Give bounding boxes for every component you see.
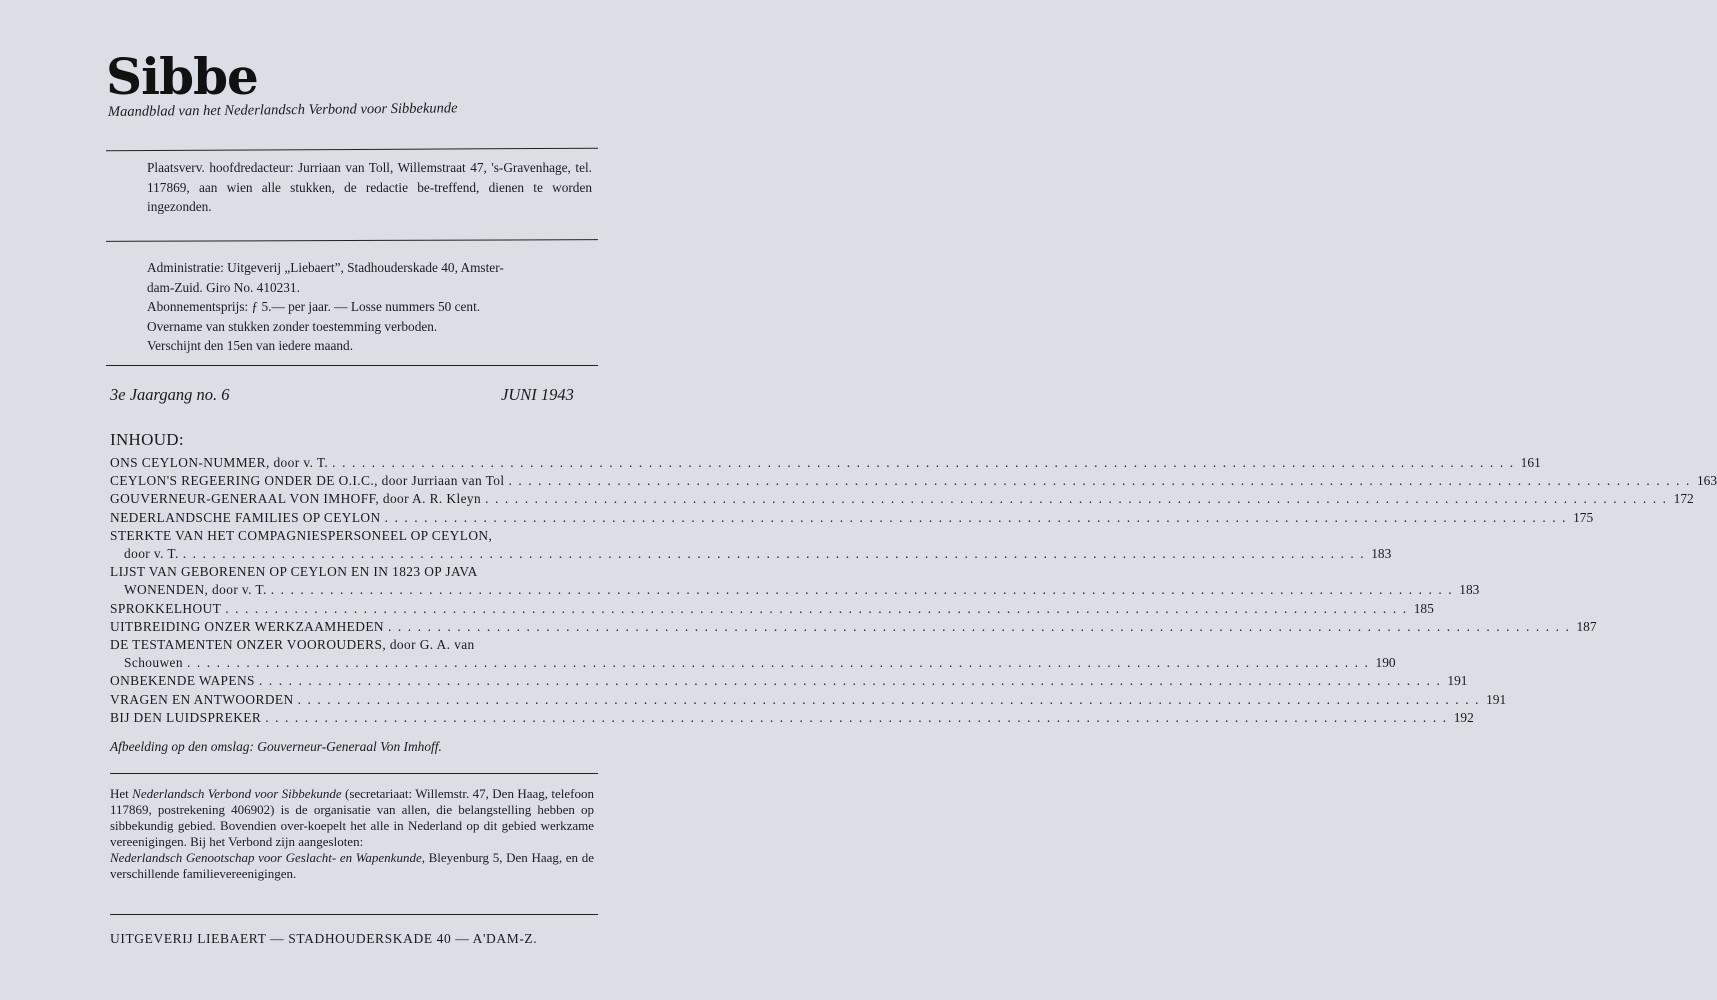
toc-entry-page: 163 <box>1696 473 1717 489</box>
toc-entry-page: 190 <box>1375 655 1396 671</box>
toc-entry-title: NEDERLANDSCHE FAMILIES OP CEYLON <box>110 509 381 525</box>
verbond-text: (secretariaat: Willemstr. 47, Den Haag, telefoon 117869, postrekening 406902) is de organisatie van allen, die belangstelling hebben op sibbekundig gebied. Bovendien over-koepelt het alle in Nederland op dit gebied werkzame vereenigingen. Bij het Verbond zijn aangesloten: <box>110 786 594 849</box>
toc-dot-leader: . . . . . . . . . . . . . . . . . . . . . . . . . . . . . . . . . . . . . . . . . . . . . . . . . . . . . . . . . . . . . . . . . . . . . . . . . . . . . . . . . . . . . . . . . . . . . . . . . . . . . . . . . . . . . . . . . . . . . . . . <box>508 473 1691 489</box>
divider <box>106 148 598 152</box>
toc-dot-leader: . . . . . . . . . . . . . . . . . . . . . . . . . . . . . . . . . . . . . . . . . . . . . . . . . . . . . . . . . . . . . . . . . . . . . . . . . . . . . . . . . . . . . . . . . . . . . . . . . . . . . . . . . . . . . . . . . . . . . . . . <box>332 455 1515 470</box>
toc-dot-leader: . . . . . . . . . . . . . . . . . . . . . . . . . . . . . . . . . . . . . . . . . . . . . . . . . . . . . . . . . . . . . . . . . . . . . . . . . . . . . . . . . . . . . . . . . . . . . . . . . . . . . . . . . . . . . . . . . . . . . . . . <box>297 691 1481 707</box>
genootschap-name: Nederlandsch Genootschap voor Geslacht- en Wapenkunde <box>110 850 422 865</box>
divider <box>110 773 598 774</box>
toc-entry-continuation: door v. T. <box>124 546 179 562</box>
admin-line: Administratie: Uitgeverij „Liebaert”, Stadhouderskade 40, Amster- <box>147 260 504 275</box>
toc-entry-page: 185 <box>1413 600 1434 616</box>
divider <box>106 365 598 366</box>
toc-entry <box>110 709 1474 727</box>
masthead-subtitle: Maandblad van het Nederlandsch Verbond voor Sibbekunde <box>107 100 458 120</box>
toc-entry <box>110 672 1468 690</box>
admin-line: Overname van stukken zonder toestemming verboden. <box>147 318 438 334</box>
toc-entry-title: SPROKKELHOUT <box>110 600 222 616</box>
toc-heading: INHOUD: <box>110 430 184 449</box>
toc-entry-continuation: Schouwen <box>124 655 183 671</box>
publisher-footer: UITGEVERIJ LIEBAERT — STADHOUDERSKADE 40 — A'DAM-Z. <box>110 931 538 946</box>
toc-entry-title: LIJST VAN GEBORENEN OP CEYLON EN IN 1823 OP JAVA <box>110 564 478 580</box>
toc-entry <box>110 563 1480 599</box>
toc-entry <box>110 527 1392 563</box>
verbond-text: Het <box>110 786 133 801</box>
toc-dot-leader: . . . . . . . . . . . . . . . . . . . . . . . . . . . . . . . . . . . . . . . . . . . . . . . . . . . . . . . . . . . . . . . . . . . . . . . . . . . . . . . . . . . . . . . . . . . . . . . . . . . . . . . . . . . . . . . . . . . . . . . . <box>182 546 1366 562</box>
toc-entry <box>110 618 1597 636</box>
admin-line: Verschijnt den 15en van iedere maand. <box>147 338 354 353</box>
toc-entry-title: ONBEKENDE WAPENS <box>110 673 255 689</box>
verbond-text: , Bleyenburg 5, Den Haag, en de verschillende familievereenigingen. <box>110 850 594 881</box>
toc-dot-leader: . . . . . . . . . . . . . . . . . . . . . . . . . . . . . . . . . . . . . . . . . . . . . . . . . . . . . . . . . . . . . . . . . . . . . . . . . . . . . . . . . . . . . . . . . . . . . . . . . . . . . . . . . . . . . . . . . . . . . . . . <box>225 600 1408 616</box>
toc-entry-page: 187 <box>1576 618 1597 634</box>
toc-dot-leader: . . . . . . . . . . . . . . . . . . . . . . . . . . . . . . . . . . . . . . . . . . . . . . . . . . . . . . . . . . . . . . . . . . . . . . . . . . . . . . . . . . . . . . . . . . . . . . . . . . . . . . . . . . . . . . . . . . . . . . . . <box>187 655 1370 671</box>
toc-entry-continuation: WONENDEN, door v. T. <box>124 582 267 598</box>
toc-dot-leader: . . . . . . . . . . . . . . . . . . . . . . . . . . . . . . . . . . . . . . . . . . . . . . . . . . . . . . . . . . . . . . . . . . . . . . . . . . . . . . . . . . . . . . . . . . . . . . . . . . . . . . . . . . . . . . . . . . . . . . . . <box>485 491 1668 507</box>
toc-dot-leader: . . . . . . . . . . . . . . . . . . . . . . . . . . . . . . . . . . . . . . . . . . . . . . . . . . . . . . . . . . . . . . . . . . . . . . . . . . . . . . . . . . . . . . . . . . . . . . . . . . . . . . . . . . . . . . . . . . . . . . . . <box>258 673 1442 689</box>
toc-entry-title: CEYLON'S REGEERING ONDER DE O.I.C., door Jurriaan van Tol <box>110 473 505 489</box>
toc-entry <box>110 691 1507 709</box>
toc-entry <box>110 490 1694 508</box>
toc-entry-page: 183 <box>1371 546 1392 562</box>
editor-info: Plaatsverv. hoofdredacteur: Jurriaan van Toll, Willemstraat 47, 's-Gravenhage, tel. 117869, aan wien alle stukken, de redactie be-treffend, dienen te worden ingezonden. <box>147 160 592 214</box>
toc-entry-title: BIJ DEN LUIDSPREKER <box>110 709 262 725</box>
toc-entry-title: VRAGEN EN ANTWOORDEN <box>110 691 294 707</box>
admin-line: Abonnementsprijs: ƒ 5.— per jaar. — Losse nummers 50 cent. <box>147 299 481 314</box>
toc-entry-page: 175 <box>1573 509 1594 525</box>
admin-line: dam-Zuid. Giro No. 410231. <box>147 279 300 295</box>
toc-entry <box>110 454 1541 472</box>
masthead-title: Sibbe <box>106 47 258 106</box>
toc-entry-page: 191 <box>1447 673 1468 689</box>
toc-entry <box>110 636 1396 672</box>
toc-entry-title: GOUVERNEUR-GENERAAL VON IMHOFF, door A. R. Kleyn <box>110 491 482 507</box>
verbond-name: Nederlandsch Verbond voor Sibbekunde <box>132 786 342 801</box>
toc-entry-title: DE TESTAMENTEN ONZER VOOROUDERS, door G. A. van <box>110 637 475 653</box>
toc-entry-title: ONS CEYLON-NUMMER, door v. T. <box>110 455 329 470</box>
toc-entry-page: 192 <box>1453 709 1474 725</box>
toc-entry-title: STERKTE VAN HET COMPAGNIESPERSONEEL OP CEYLON, <box>110 527 493 543</box>
administration-info <box>147 258 592 356</box>
toc-dot-leader: . . . . . . . . . . . . . . . . . . . . . . . . . . . . . . . . . . . . . . . . . . . . . . . . . . . . . . . . . . . . . . . . . . . . . . . . . . . . . . . . . . . . . . . . . . . . . . . . . . . . . . . . . . . . . . . . . . . . . . . . <box>384 509 1568 525</box>
toc-entry <box>110 600 1434 618</box>
table-of-contents <box>110 454 1717 727</box>
divider <box>110 914 598 915</box>
toc-entry-page: 172 <box>1673 491 1694 507</box>
toc-entry-page: 191 <box>1486 691 1507 707</box>
issue-date: JUNI 1943 <box>501 385 574 404</box>
verbond-info <box>110 786 594 882</box>
divider <box>106 239 598 242</box>
toc-dot-leader: . . . . . . . . . . . . . . . . . . . . . . . . . . . . . . . . . . . . . . . . . . . . . . . . . . . . . . . . . . . . . . . . . . . . . . . . . . . . . . . . . . . . . . . . . . . . . . . . . . . . . . . . . . . . . . . . . . . . . . . . <box>387 618 1571 634</box>
toc-dot-leader: . . . . . . . . . . . . . . . . . . . . . . . . . . . . . . . . . . . . . . . . . . . . . . . . . . . . . . . . . . . . . . . . . . . . . . . . . . . . . . . . . . . . . . . . . . . . . . . . . . . . . . . . . . . . . . . . . . . . . . . . <box>270 582 1454 598</box>
toc-dot-leader: . . . . . . . . . . . . . . . . . . . . . . . . . . . . . . . . . . . . . . . . . . . . . . . . . . . . . . . . . . . . . . . . . . . . . . . . . . . . . . . . . . . . . . . . . . . . . . . . . . . . . . . . . . . . . . . . . . . . . . . . <box>265 709 1448 725</box>
toc-entry-page: 161 <box>1520 455 1541 470</box>
toc-entry-title: UITBREIDING ONZER WERKZAAMHEDEN <box>110 618 384 634</box>
cover-caption: Afbeelding op den omslag: Gouverneur-Generaal Von Imhoff. <box>110 739 442 754</box>
toc-entry <box>110 472 1717 490</box>
issue-volume: 3e Jaargang no. 6 <box>110 385 230 404</box>
toc-entry <box>110 509 1594 527</box>
toc-entry-page: 183 <box>1459 582 1480 598</box>
